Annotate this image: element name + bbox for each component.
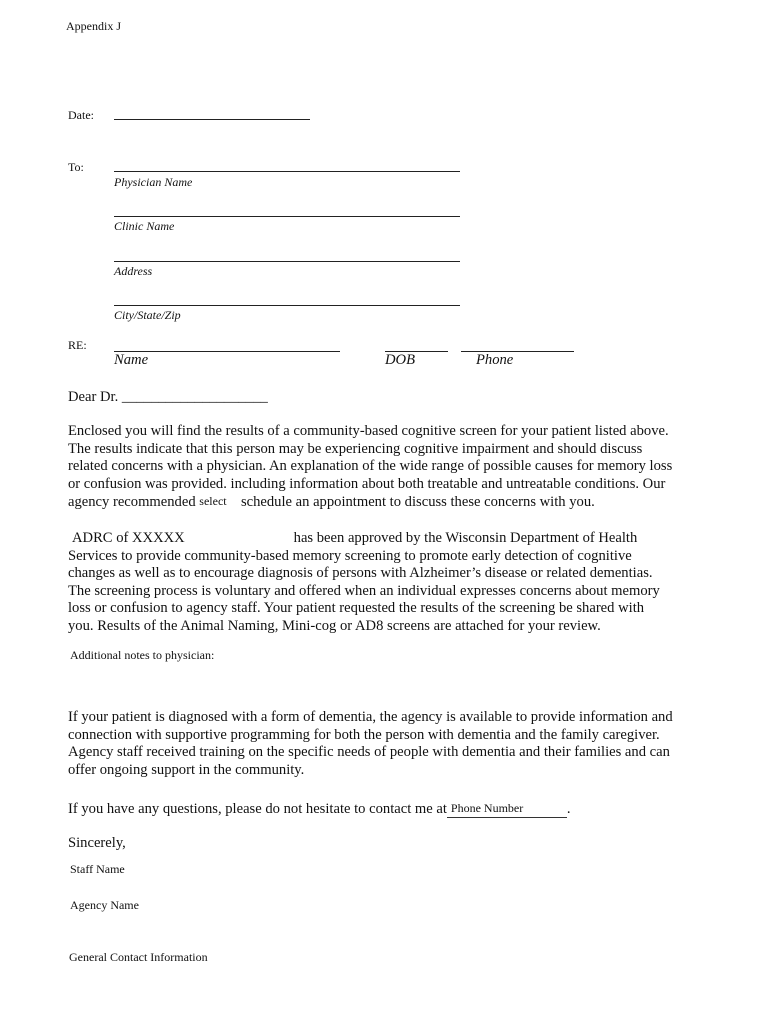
city-state-zip-caption: City/State/Zip: [114, 308, 181, 322]
agency-name-field[interactable]: ADRC of XXXXX: [72, 530, 185, 546]
paragraph-line: [68, 493, 708, 512]
clinic-name-field[interactable]: [114, 204, 460, 217]
paragraph-line: Agency staff received training on the specific needs of people with dementia and their families and can: [68, 744, 670, 761]
paragraph-line: [68, 530, 708, 548]
re-label: RE:: [68, 338, 87, 352]
paragraph-line: connection with supportive programming for both the person with dementia and the family caregiver.: [68, 726, 660, 743]
paragraph-line: The screening process is voluntary and offered when an individual expresses concerns about memory: [68, 582, 660, 599]
appendix-label: Appendix J: [66, 19, 121, 33]
paragraph-line: changes as well as to encourage diagnosis of persons with Alzheimer’s disease or related dementias.: [68, 565, 653, 582]
paragraph-support: [68, 709, 708, 779]
paragraph-line: If your patient is diagnosed with a form of dementia, the agency is available to provide information and: [68, 709, 673, 725]
dob-caption: DOB: [385, 352, 415, 368]
approval-text: has been approved by the Wisconsin Department of Health: [293, 530, 638, 546]
dob-field[interactable]: [385, 339, 448, 352]
general-contact-field[interactable]: General Contact Information: [69, 950, 208, 964]
additional-notes-label: Additional notes to physician:: [70, 648, 215, 662]
clinic-name-caption: Clinic Name: [114, 219, 175, 233]
closing: Sincerely,: [68, 835, 126, 851]
agency-name-signature-field[interactable]: Agency Name: [70, 898, 139, 912]
paragraph-line: offer ongoing support in the community.: [68, 761, 305, 778]
physician-name-caption: Physician Name: [114, 175, 193, 189]
phone-field[interactable]: [461, 339, 574, 352]
address-caption: Address: [114, 264, 153, 278]
paragraph-line: you. Results of the Animal Naming, Mini-cog or AD8 screens are attached for your review.: [68, 617, 601, 634]
contact-period: .: [566, 801, 571, 817]
recommend-text-after: schedule an appointment to discuss these concerns with you.: [240, 494, 595, 511]
patient-name-field[interactable]: [114, 339, 340, 352]
paragraph-line: or confusion was provided. including information about both treatable and untreatable conditions. Our: [68, 475, 666, 492]
contact-text: If you have any questions, please do not hesitate to contact me at: [68, 801, 447, 817]
paragraph-line: Services to provide community-based memory screening to promote early detection of cognitive: [68, 547, 632, 564]
paragraph-line: The results indicate that this person may be experiencing cognitive impairment and should discuss: [68, 440, 643, 457]
address-field[interactable]: [114, 249, 460, 262]
recommend-text: agency recommended: [68, 494, 196, 511]
salutation: Dear Dr. ____________________: [68, 389, 268, 405]
paragraph-line: Enclosed you will find the results of a community-based cognitive screen for your patient listed above.: [68, 423, 669, 439]
physician-name-field[interactable]: [114, 159, 460, 172]
paragraph-results: [68, 423, 708, 512]
name-caption: Name: [114, 352, 149, 368]
phone-number-field[interactable]: Phone Number: [447, 799, 567, 818]
staff-name-field[interactable]: Staff Name: [70, 862, 125, 876]
date-field[interactable]: [114, 107, 310, 120]
paragraph-program: [68, 530, 708, 636]
date-label: Date:: [68, 108, 94, 122]
paragraph-line: related concerns with a physician. An explanation of the wide range of possible causes for memory loss: [68, 458, 673, 475]
to-label: To:: [68, 160, 84, 174]
paragraph-line: loss or confusion to agency staff. Your patient requested the results of the screening be shared with: [68, 600, 645, 617]
additional-notes-field[interactable]: [70, 664, 690, 700]
city-state-zip-field[interactable]: [114, 293, 460, 306]
recommendation-select[interactable]: select: [199, 494, 227, 509]
phone-caption: Phone: [476, 352, 514, 368]
contact-line: [68, 799, 571, 818]
